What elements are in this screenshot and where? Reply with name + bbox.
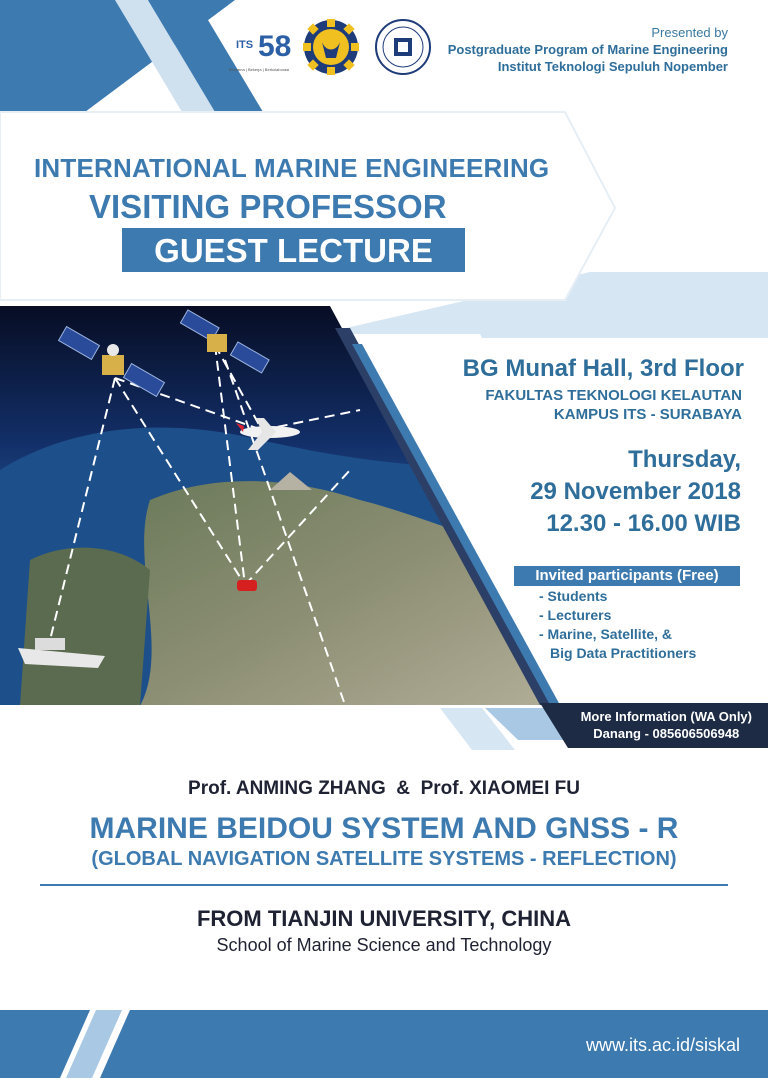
list-item: - Students [539,588,608,604]
contact-line-1: More Information (WA Only) [580,709,752,724]
schedule-day: Thursday, [628,446,741,473]
venue-faculty: FAKULTAS TEKNOLOGI KELAUTAN [485,387,742,404]
lecture-subtitle: (GLOBAL NAVIGATION SATELLITE SYSTEMS - REFLECTION) [91,848,677,870]
venue-address [485,386,742,424]
title-line-1: INTERNATIONAL MARINE ENGINEERING [34,153,550,183]
title-line-2: VISITING PROFESSOR [89,188,447,225]
school-name: School of Marine Science and Technology [216,935,552,955]
presented-by-block [448,24,728,75]
car [237,580,257,591]
website-link[interactable]: www.its.ac.id/siskal [585,1035,740,1055]
its-58-logo [228,18,292,76]
svg-text:58: 58 [258,30,292,63]
schedule-time: 12.30 - 16.00 WIB [546,510,741,537]
svg-text:Bersama | Bekerja | Berkolabor: Bersama | Bekerja | Berkolaborasi [228,67,290,72]
venue-hall: BG Munaf Hall, 3rd Floor [462,355,744,382]
list-item: - Marine, Satellite, & [539,626,673,642]
program-name: Postgraduate Program of Marine Engineering [447,42,728,57]
institute-name: Institut Teknologi Sepuluh Nopember [497,59,728,74]
its-emblem-logo [302,18,360,76]
contact-line-2: Danang - 085606506948 [593,726,740,741]
list-item: Big Data Practitioners [550,645,697,661]
divider [40,884,728,886]
venue-campus: KAMPUS ITS - SURABAYA [553,406,742,423]
svg-text:ITS: ITS [236,39,254,51]
lecture-title: MARINE BEIDOU SYSTEM AND GNSS - R [89,812,679,845]
university: FROM TIANJIN UNIVERSITY, CHINA [196,906,572,931]
tianjin-university-logo [374,18,432,76]
list-item: - Lecturers [539,607,612,623]
presented-by-label: Presented by [651,25,728,40]
participants-list [539,587,696,663]
title-line-3: GUEST LECTURE [154,232,433,269]
speakers: Prof. ANMING ZHANG & Prof. XIAOMEI FU [188,778,580,799]
participants-heading: Invited participants (Free) [535,567,719,584]
schedule-date: 29 November 2018 [530,478,741,505]
schedule [530,444,741,540]
contact-info [581,708,752,742]
